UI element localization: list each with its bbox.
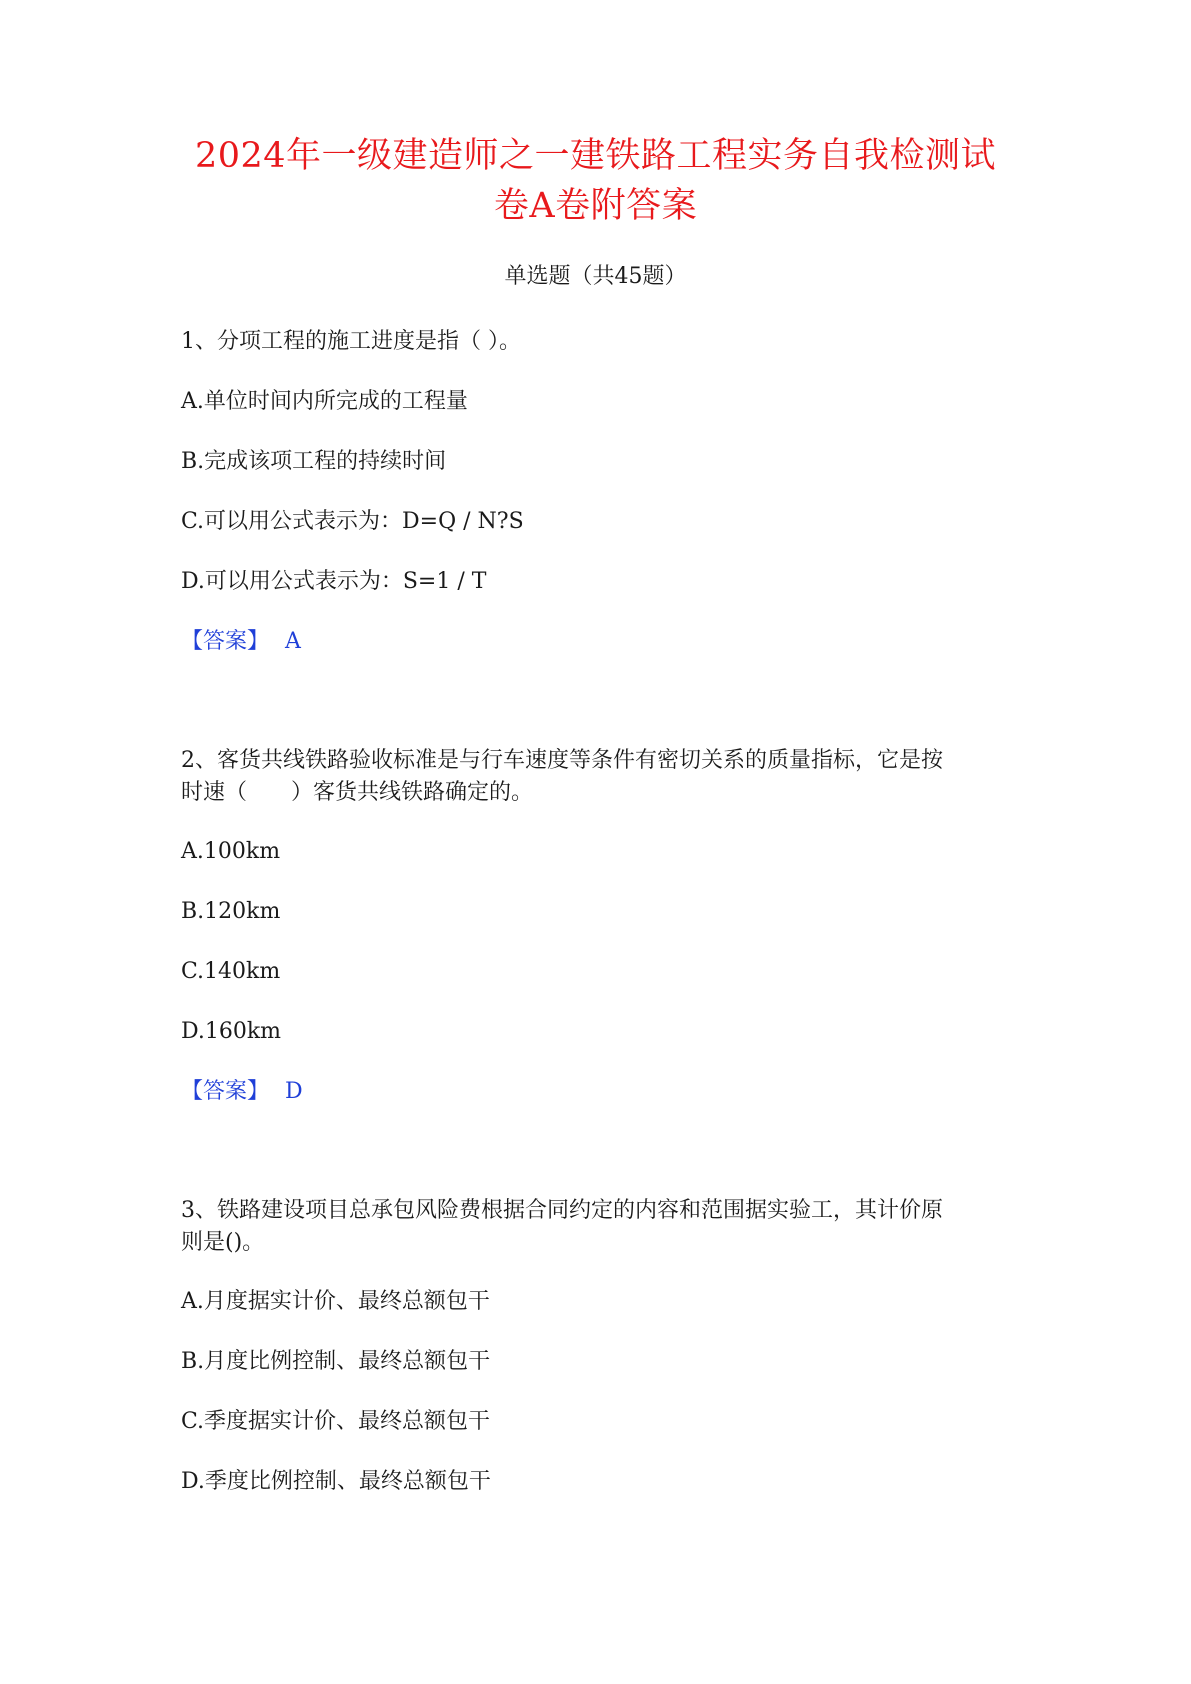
question-3-option-c: C.季度据实计价、最终总额包干 <box>181 1409 491 1434</box>
question-1-option-d: D.可以用公式表示为：S=1 / T <box>181 569 487 594</box>
question-1-answer <box>181 627 301 657</box>
question-2-answer <box>181 1077 303 1107</box>
question-3-stem-line-2: 则是()。 <box>181 1230 265 1255</box>
document-title-line-1: 2024年一级建造师之一建铁路工程实务自我检测试 <box>194 136 997 176</box>
question-2-stem-line-2: 时速（ ）客货共线铁路确定的。 <box>181 780 534 805</box>
question-1-option-b: B.完成该项工程的持续时间 <box>181 449 447 474</box>
question-2-option-a: A.100km <box>181 839 281 864</box>
question-3-option-b: B.月度比例控制、最终总额包干 <box>181 1349 491 1374</box>
answer-label: 【答案】 <box>181 1079 270 1104</box>
question-2-option-b: B.120km <box>181 899 281 924</box>
answer-value: A <box>285 629 301 654</box>
question-2-option-c: C.140km <box>181 959 281 984</box>
question-1-stem: 1、分项工程的施工进度是指（ ）。 <box>181 329 521 354</box>
section-heading: 单选题（共45题） <box>504 264 687 289</box>
question-3-option-d: D.季度比例控制、最终总额包干 <box>181 1469 491 1494</box>
question-3-stem-line-1: 3、铁路建设项目总承包风险费根据合同约定的内容和范围据实验工，其计价原 <box>181 1198 943 1223</box>
question-1-option-a: A.单位时间内所完成的工程量 <box>181 389 468 414</box>
question-2-option-d: D.160km <box>181 1019 282 1044</box>
document-title-line-2: 卷A卷附答案 <box>493 186 698 226</box>
question-1-option-c: C.可以用公式表示为：D=Q / N?S <box>181 509 524 534</box>
answer-value: D <box>285 1079 303 1104</box>
question-2-stem-line-1: 2、客货共线铁路验收标准是与行车速度等条件有密切关系的质量指标，它是按 <box>181 748 943 773</box>
question-3-option-a: A.月度据实计价、最终总额包干 <box>181 1289 490 1314</box>
answer-label: 【答案】 <box>181 629 270 654</box>
